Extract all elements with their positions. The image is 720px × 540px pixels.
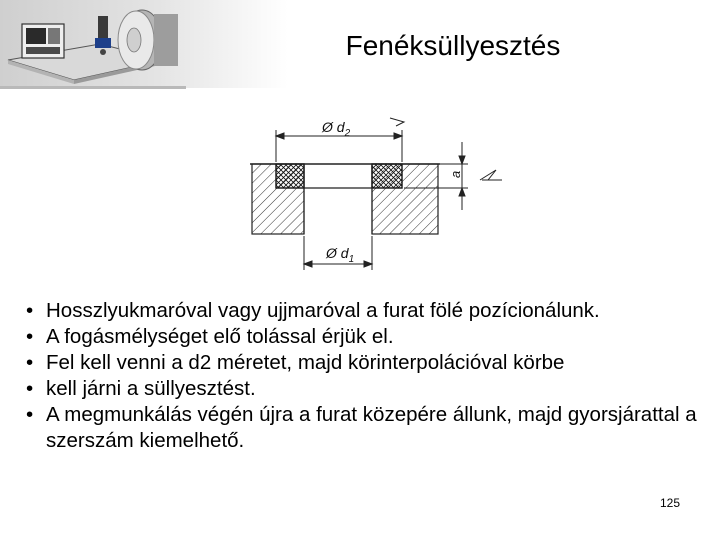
counterbore-technical-drawing (236, 100, 506, 278)
bullet-item: • A fogásmélységet elő tolással érjük el. (26, 325, 394, 348)
bullet-item: • Fel kell venni a d2 méretet, majd körinterpolációval körbe (26, 351, 565, 374)
bullet-item: • Hosszlyukmaróval vagy ujjmaróval a furat fölé pozícionálunk. (26, 299, 600, 322)
slide-title: Fenéksüllyesztés (345, 30, 561, 61)
d2-label: Ø $d_2$ (322, 119, 351, 139)
a-label: a (448, 170, 463, 178)
workpiece-section (250, 164, 440, 234)
cnc-machine-logo-icon (4, 4, 184, 84)
header-divider (0, 86, 186, 89)
page-number: 125 (659, 496, 680, 510)
bullet-item: • kell járni a süllyesztést. (26, 377, 256, 400)
bullet-item: • A megmunkálás végén újra a furat közepére állunk, majd gyorsjárattal a szerszám kiemelhető. (26, 403, 697, 452)
bullet-list (26, 298, 706, 454)
d1-label: Ø $d_1$ (326, 245, 355, 265)
